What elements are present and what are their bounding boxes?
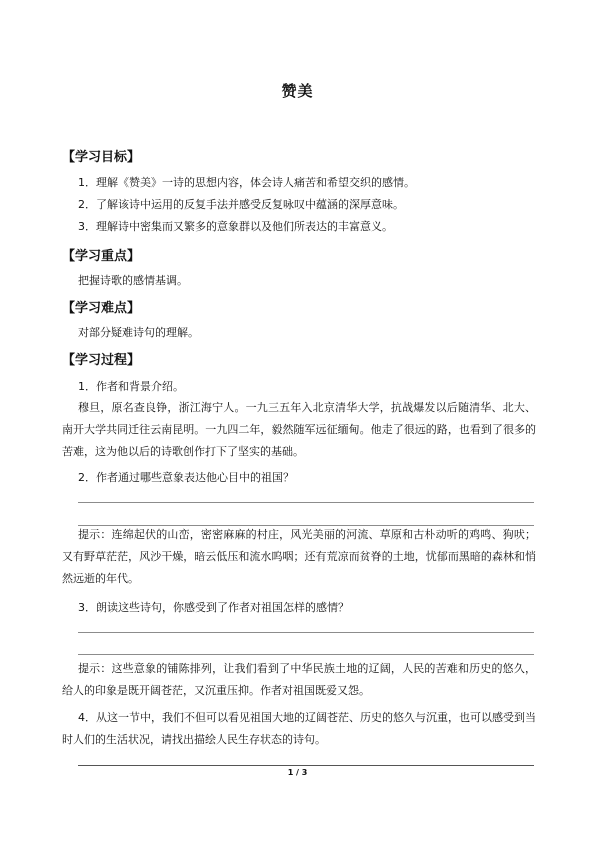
answer-line bbox=[78, 502, 534, 503]
page-number: 1 / 3 bbox=[287, 768, 308, 777]
difficulty-text: 对部分疑难诗句的理解。 bbox=[78, 326, 199, 339]
question-4: 4．从这一节中，我们不但可以看见祖国大地的辽阔苍茫、历史的悠久与沉重，也可以感受到当时人们的生活状况，请找出描绘人民生存状态的诗句。 bbox=[62, 711, 536, 746]
question-2: 2．作者通过哪些意象表达他心目中的祖国？ bbox=[78, 471, 294, 484]
process-heading: 【学习过程】 bbox=[62, 353, 141, 368]
focus-heading: 【学习重点】 bbox=[62, 249, 141, 264]
page-title: 赞美 bbox=[281, 82, 314, 100]
question-1: 1．作者和背景介绍。 bbox=[78, 380, 184, 393]
answer-line bbox=[78, 632, 534, 633]
goal-item: 2．了解该诗中运用的反复手法并感受反复咏叹中蕴涵的深厚意味。 bbox=[78, 198, 404, 211]
answer-line bbox=[78, 654, 534, 655]
answer-line bbox=[78, 765, 534, 766]
focus-text: 把握诗歌的感情基调。 bbox=[78, 274, 188, 287]
hint-paragraph-1: 提示：连绵起伏的山峦，密密麻麻的村庄，风光美丽的河流、草原和古朴动听的鸡鸣、狗吠；又有野草茫茫，风沙干燥，暗云低压和流水呜咽；还有荒凉而贫脊的土地，忧郁而黑暗的森林和悄然远逝的年代。 bbox=[62, 528, 536, 585]
goal-item: 3．理解诗中密集而又繁多的意象群以及他们所表达的丰富意义。 bbox=[78, 220, 393, 233]
hint-paragraph-2: 提示：这些意象的铺陈排列，让我们看到了中华民族土地的辽阔，人民的苦难和历史的悠久，给人的印象是既开阔苍茫，又沉重压抑。作者对祖国既爱又怨。 bbox=[62, 662, 536, 697]
goals-heading: 【学习目标】 bbox=[62, 150, 141, 165]
goal-item: 1．理解《赞美》一诗的思想内容，体会诗人痛苦和希望交织的感情。 bbox=[78, 176, 415, 189]
author-bio-paragraph: 穆旦，原名查良铮，浙江海宁人。一九三五年入北京清华大学，抗战爆发以后随清华、北大、南开大学共同迁往云南昆明。一九四二年，毅然随军远征缅甸。他走了很远的路，也看到了很多的苦难，这为他以后的诗歌创作打下了坚实的基础。 bbox=[62, 401, 536, 458]
difficulty-heading: 【学习难点】 bbox=[62, 301, 141, 316]
question-3: 3．朗读这些诗句，你感受到了作者对祖国怎样的感情？ bbox=[78, 601, 349, 614]
